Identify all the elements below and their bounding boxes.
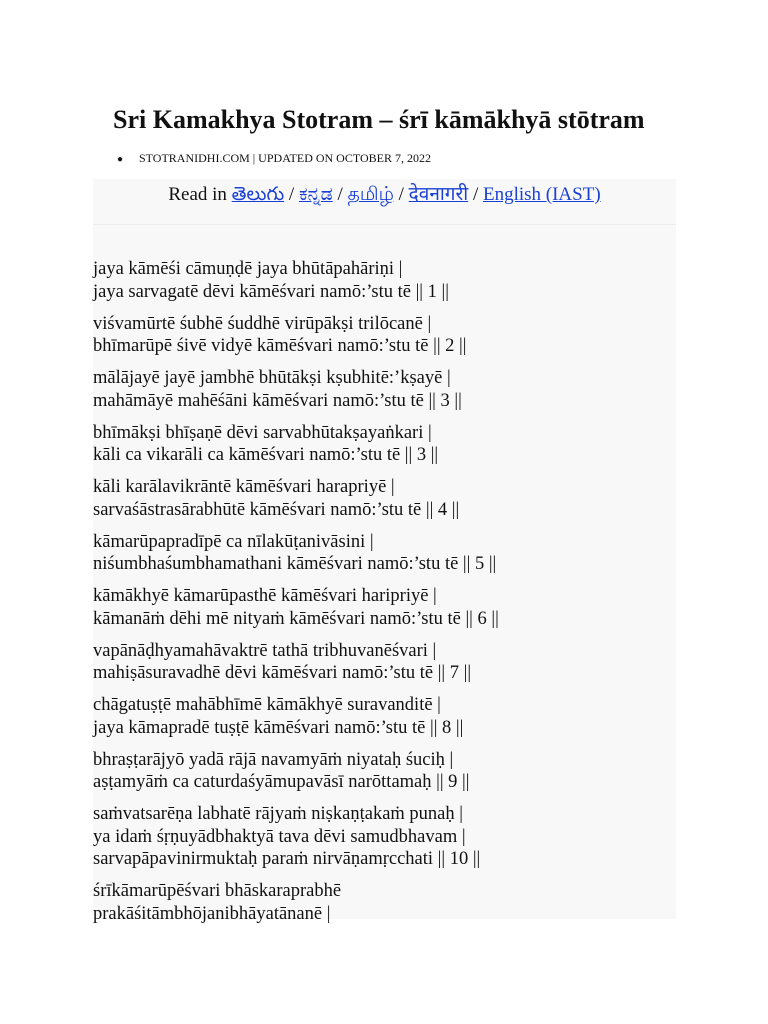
verse bbox=[93, 476, 693, 521]
stotram-verses bbox=[93, 258, 693, 935]
verse-line: jaya kāmapradē tuṣṭē kāmēśvari namō:’stu tē || 8 || bbox=[93, 717, 464, 738]
language-separator: / bbox=[288, 184, 295, 205]
post-meta-text: STOTRANIDHI.COM | UPDATED ON OCTOBER 7, 2022 bbox=[139, 151, 431, 165]
bullet-icon: ● bbox=[117, 154, 124, 165]
language-link-english-iast[interactable]: English (IAST) bbox=[482, 184, 601, 205]
language-separator: / bbox=[472, 184, 479, 205]
verse bbox=[93, 367, 693, 412]
verse-line: niśumbhaśumbhamathani kāmēśvari namō:’stu tē || 5 || bbox=[93, 554, 497, 574]
verse bbox=[93, 880, 693, 925]
language-link-devanagari[interactable]: देवनागरी bbox=[408, 184, 469, 205]
verse-line: vapānāḍhyamahāvaktrē tathā tribhuvanēśvari | bbox=[93, 640, 437, 661]
verse bbox=[93, 585, 693, 630]
verse-line: sarvaśāstrasārabhūtē kāmēśvari namō:’stu tē || 4 || bbox=[93, 499, 460, 520]
verse bbox=[93, 749, 693, 794]
verse-line: kāmanāṁ dēhi mē nityaṁ kāmēśvari namō:’stu tē || 6 || bbox=[93, 608, 499, 629]
verse-line: bhīmākṣi bhīṣaṇē dēvi sarvabhūtakṣayaṅkari | bbox=[93, 422, 432, 443]
verse-line: kāli ca vikarāli ca kāmēśvari namō:’stu tē || 3 || bbox=[93, 445, 439, 465]
language-separator: / bbox=[398, 184, 404, 205]
post-meta bbox=[117, 149, 431, 169]
verse-line: kāmākhyē kāmarūpasthē kāmēśvari haripriyē | bbox=[93, 586, 437, 606]
verse-line: viśvamūrtē śubhē śuddhē virūpākṣi trilōcanē | bbox=[93, 313, 432, 334]
language-link-tamil[interactable]: தமிழ் bbox=[347, 184, 394, 205]
verse bbox=[93, 803, 693, 871]
verse-line: aṣṭamyāṁ ca caturdaśyāmupavāsī narōttamaḥ || 9 || bbox=[93, 772, 470, 792]
verse-line: chāgatuṣṭē mahābhīmē kāmākhyē suravanditē | bbox=[93, 695, 441, 715]
verse-line: mālājayē jayē jambhē bhūtākṣi kṣubhitē:’kṣayē | bbox=[93, 368, 451, 388]
page-title: Sri Kamakhya Stotram – śrī kāmākhyā stōtram bbox=[113, 105, 645, 134]
verse-line: jaya kāmēśi cāmuṇḍē jaya bhūtāpahāriṇi | bbox=[93, 259, 403, 279]
verse-line: prakāśitāmbhōjanibhāyatānanē | bbox=[93, 903, 331, 924]
verse-line: bhīmarūpē śivē vidyē kāmēśvari namō:’stu tē || 2 || bbox=[93, 336, 467, 356]
language-switcher bbox=[93, 179, 676, 225]
verse-line: śrīkāmarūpēśvari bhāskaraprabhē bbox=[93, 881, 342, 901]
verse-line: mahāmāyē mahēśāni kāmēśvari namō:’stu tē || 3 || bbox=[93, 390, 462, 411]
read-in-label: Read in bbox=[168, 184, 227, 205]
language-link-telugu[interactable]: తెలుగు bbox=[231, 184, 285, 205]
verse-line: saṁvatsarēṇa labhatē rājyaṁ niṣkaṇṭakaṁ punaḥ | bbox=[93, 804, 463, 824]
verse-line: kāli karālavikrāntē kāmēśvari harapriyē | bbox=[93, 477, 395, 497]
verse bbox=[93, 258, 693, 303]
verse-line: jaya sarvagatē dēvi kāmēśvari namō:’stu tē || 1 || bbox=[93, 281, 449, 302]
language-link-kannada[interactable]: ಕನ್ನಡ bbox=[298, 184, 333, 205]
verse bbox=[93, 313, 693, 358]
verse-line: ya idaṁ śṛṇuyādbhaktyā tava dēvi samudbhavam | bbox=[93, 826, 466, 847]
verse bbox=[93, 694, 693, 739]
verse-line: mahiṣāsuravadhē dēvi kāmēśvari namō:’stu tē || 7 || bbox=[93, 663, 472, 683]
verse bbox=[93, 640, 693, 685]
language-separator: / bbox=[337, 184, 343, 205]
verse bbox=[93, 531, 693, 576]
verse-line: kāmarūpapradīpē ca nīlakūṭanivāsini | bbox=[93, 531, 374, 552]
verse-line: bhraṣṭarājyō yadā rājā navamyāṁ niyataḥ śuciḥ | bbox=[93, 749, 454, 770]
verse-line: sarvapāpavinirmuktaḥ paraṁ nirvāṇamṛcchati || 10 || bbox=[93, 849, 481, 869]
verse bbox=[93, 422, 693, 467]
